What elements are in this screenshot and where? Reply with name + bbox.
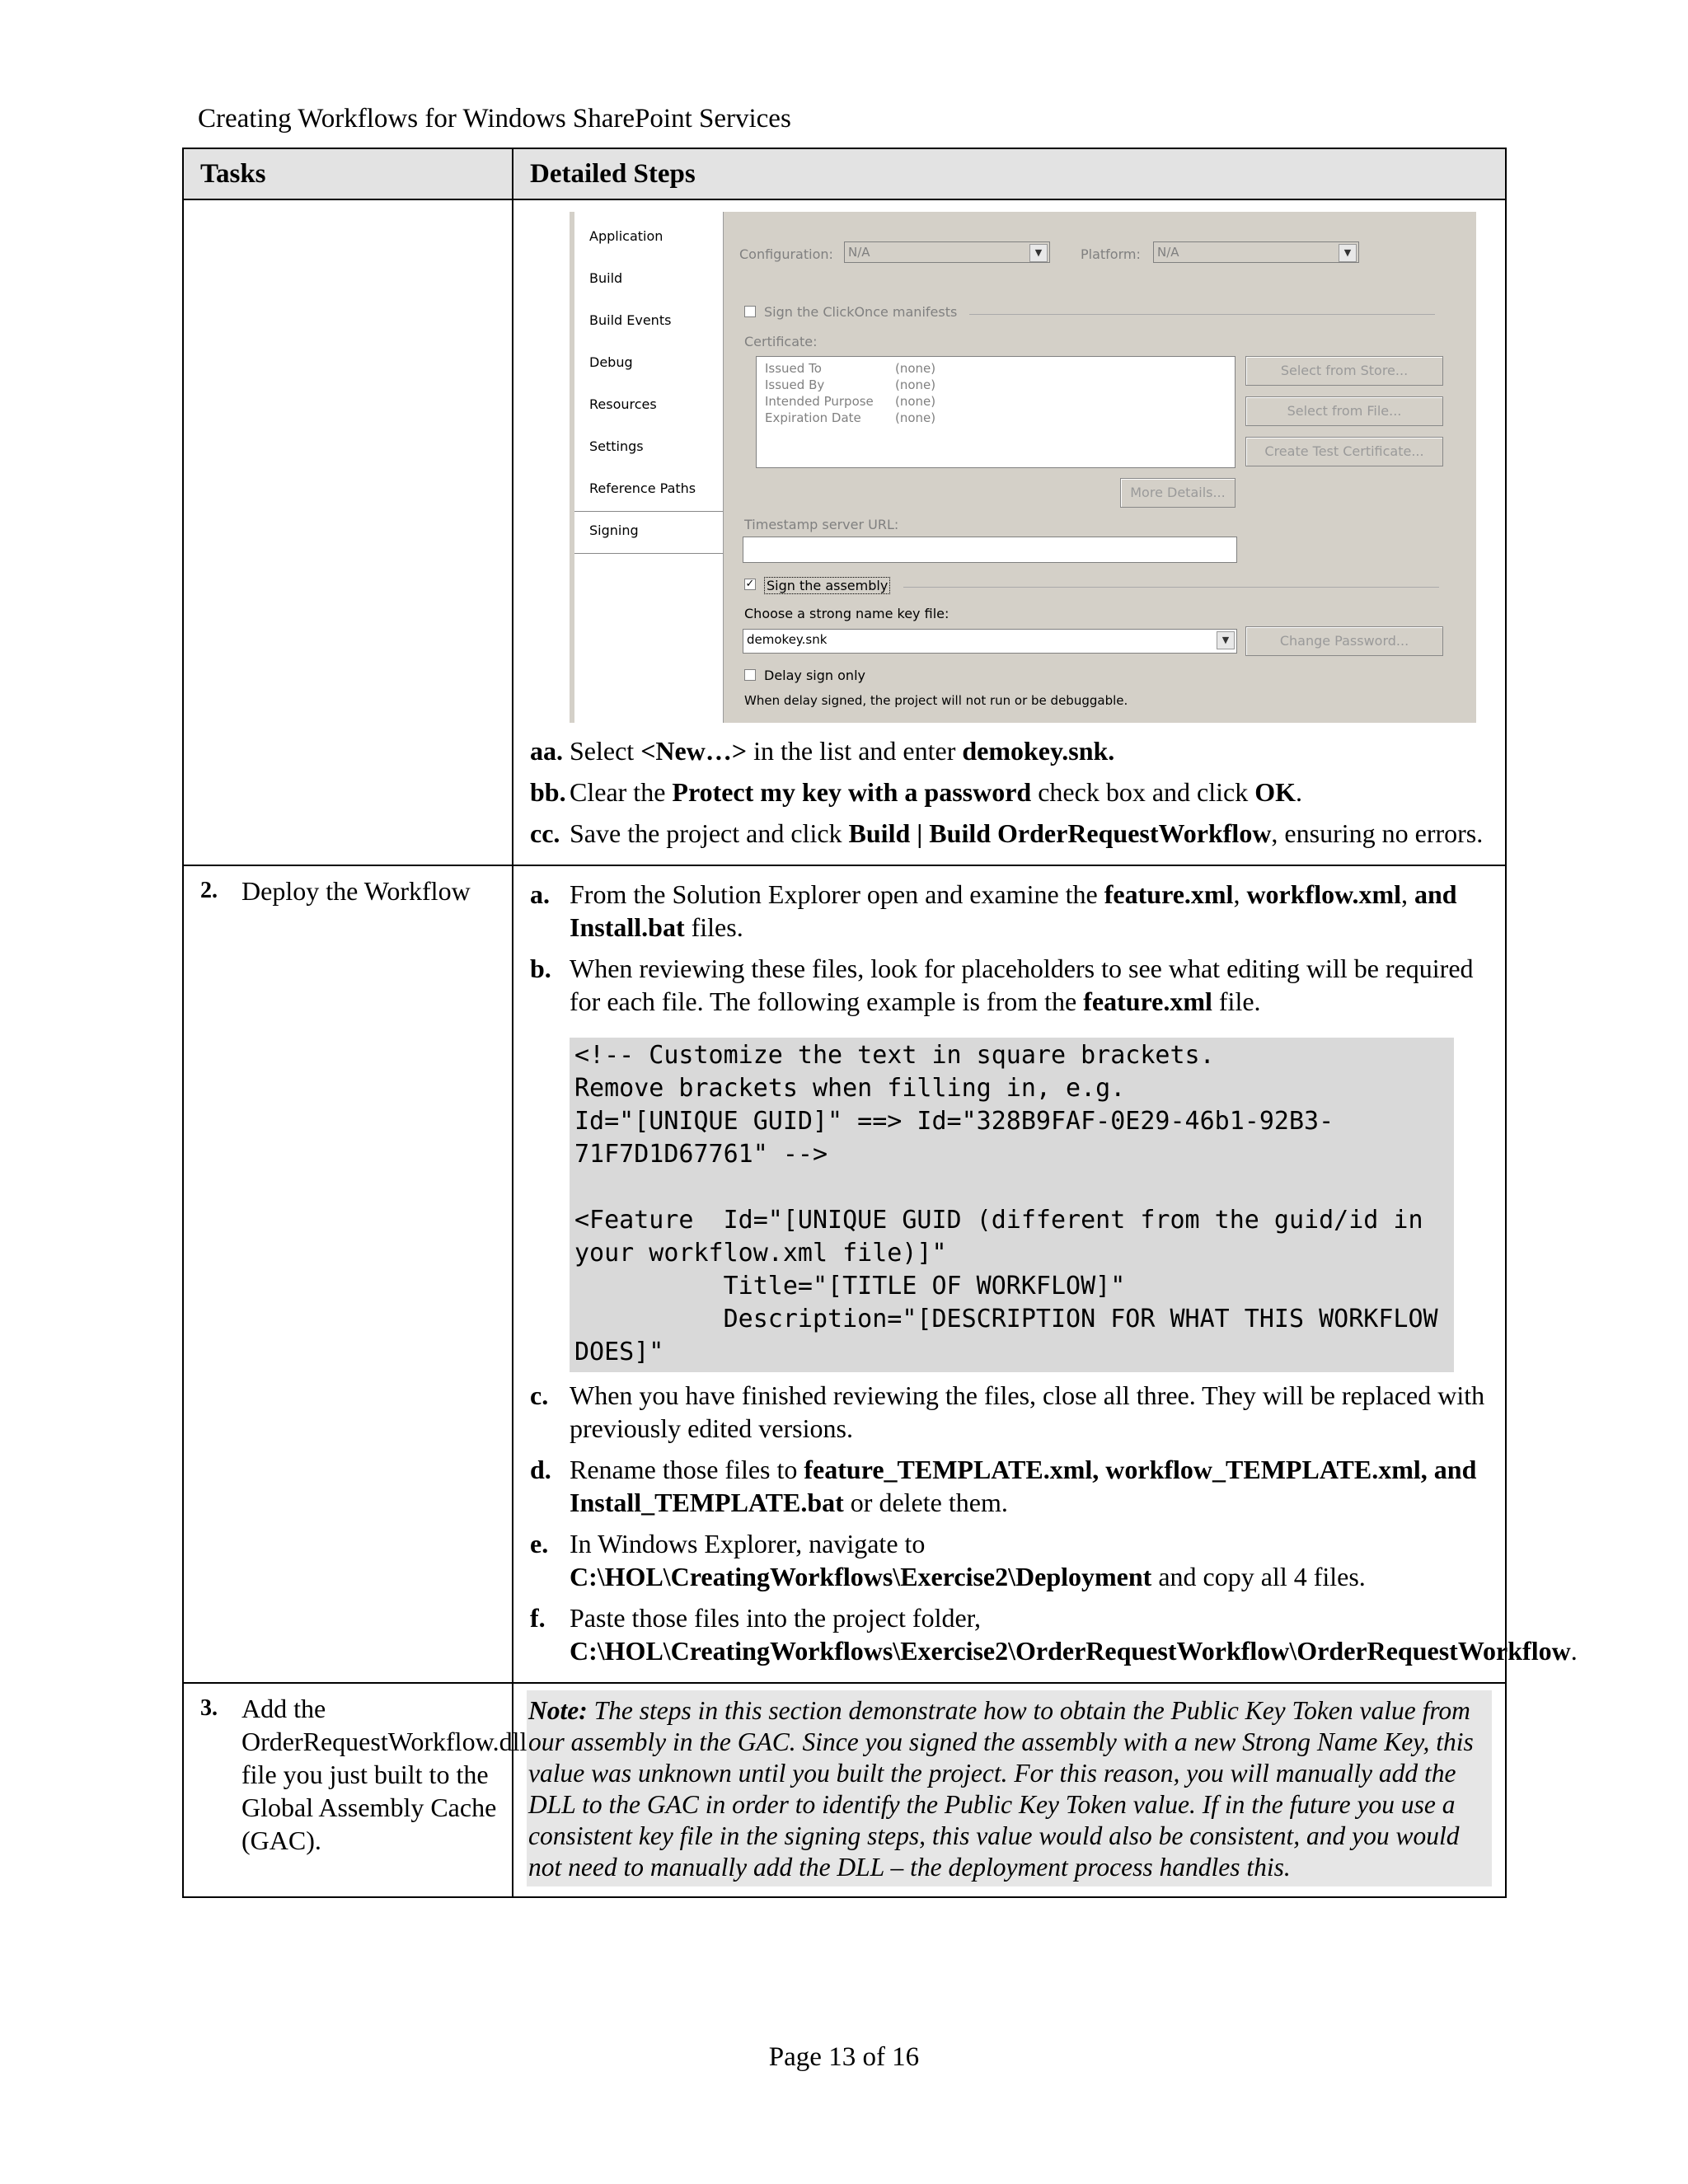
step-text-run: file. — [1212, 987, 1261, 1016]
step-item — [530, 1527, 1492, 1593]
sidebar-item-settings: Settings — [589, 438, 644, 454]
step-label: cc. — [530, 818, 560, 848]
step-label: d. — [530, 1455, 551, 1484]
delay-sign-checkbox — [744, 669, 756, 681]
step-text-run: Save the project and click — [570, 818, 849, 848]
task-number: 3. — [200, 1695, 218, 1721]
choose-key-label: Choose a strong name key file: — [744, 606, 950, 621]
configuration-dropdown — [844, 241, 1050, 263]
task-cell — [183, 865, 513, 1683]
step-label: e. — [530, 1529, 549, 1558]
sidebar-item-reference-paths: Reference Paths — [589, 480, 696, 496]
table-row — [183, 1683, 1506, 1897]
step-text-run: in the list and enter — [747, 736, 963, 766]
step-text-bold: feature_TEMPLATE.xml, workflow_TEMPLATE.xml, and Install_TEMPLATE.bat — [570, 1455, 1477, 1517]
step-item — [530, 1453, 1492, 1519]
step-list — [530, 734, 1492, 850]
sidebar-item-debug: Debug — [589, 354, 633, 370]
note-text: The steps in this section demonstrate how to obtain the Public Key Token value from our assembly in the GAC. Since you signed the assembly with a new Strong Name Key, this value was unknown until you built the project. For this reason, you will manually add the DLL to the GAC in order to identify the Public Key Token value. If in the future you use a consistent key file in the signing steps, this value would also be consistent, and you would not need to manually add the DLL – the deployment process handles this. — [528, 1696, 1474, 1882]
step-text-run: check box and click — [1031, 777, 1255, 807]
delay-sign-label: Delay sign only — [764, 668, 865, 683]
step-text-bold: and Install.bat — [570, 879, 1457, 942]
cert-value: (none) — [895, 377, 936, 392]
task-number: 2. — [200, 878, 218, 903]
certificate-label: Certificate: — [744, 334, 818, 349]
signing-screenshot — [570, 212, 1476, 723]
step-text-run: or delete them. — [843, 1488, 1008, 1517]
sidebar-item-application: Application — [589, 228, 663, 244]
key-file-value: demokey.snk — [747, 632, 828, 647]
task-title: Deploy the Workflow — [241, 876, 471, 906]
step-label: aa. — [530, 736, 563, 766]
step-text — [570, 1601, 1578, 1667]
step-text-bold: C:\HOL\CreatingWorkflows\Exercise2\OrderRequestWorkflow\OrderRequestWorkflow — [570, 1636, 1571, 1666]
step-text-run: and copy all 4 files. — [1151, 1562, 1366, 1591]
step-text-bold: Build | Build OrderRequestWorkflow — [848, 818, 1272, 848]
select-from-store-button: Select from Store... — [1245, 356, 1443, 386]
step-text-bold: <New…> — [640, 736, 748, 766]
page-header: Creating Workflows for Windows SharePoint Services — [198, 104, 791, 134]
sidebar-item-build-events: Build Events — [589, 312, 672, 328]
table-row — [183, 865, 1506, 1683]
delay-sign-note: When delay signed, the project will not run or be debuggable. — [744, 693, 1128, 708]
project-properties-sidebar — [574, 212, 724, 723]
step-label: a. — [530, 879, 550, 909]
sidebar-item-signing: Signing — [589, 523, 639, 538]
chevron-down-icon: ▼ — [1339, 244, 1357, 262]
key-file-dropdown — [743, 629, 1237, 654]
sidebar-item-resources: Resources — [589, 396, 657, 412]
step-text — [570, 878, 1492, 944]
step-text-bold: OK — [1254, 777, 1296, 807]
step-item — [530, 952, 1492, 1018]
steps-cell — [513, 199, 1506, 865]
step-text-run: , — [1400, 879, 1414, 909]
cert-value: (none) — [895, 394, 936, 409]
step-label: c. — [530, 1380, 549, 1410]
step-text — [570, 817, 1492, 850]
cert-field: Intended Purpose — [765, 394, 874, 409]
timestamp-label: Timestamp server URL: — [744, 517, 899, 532]
step-label: b. — [530, 954, 551, 983]
cert-field: Issued By — [765, 377, 825, 392]
more-details-button: More Details... — [1120, 478, 1236, 508]
steps-column-header: Detailed Steps — [513, 148, 1506, 199]
step-item — [530, 878, 1492, 944]
step-item — [530, 1601, 1578, 1667]
step-text-run: When you have finished reviewing the files, close all three. They will be replaced with previously edited versions. — [570, 1380, 1485, 1443]
step-text-run: . — [1295, 777, 1302, 807]
step-list — [530, 1379, 1578, 1667]
task-title: Add the OrderRequestWorkflow.dll file you just built to the Global Assembly Cache (GAC). — [241, 1694, 528, 1855]
cert-field: Issued To — [765, 361, 822, 376]
step-item — [530, 734, 1492, 767]
timestamp-input — [743, 537, 1237, 563]
step-list — [530, 878, 1492, 1018]
platform-label: Platform: — [1081, 246, 1141, 262]
sidebar-item-build: Build — [589, 270, 623, 286]
change-password-button: Change Password... — [1245, 626, 1443, 656]
steps-cell — [513, 1683, 1506, 1897]
step-text-bold: C:\HOL\CreatingWorkflows\Exercise2\Deployment — [570, 1562, 1152, 1591]
step-text-run: , ensuring no errors. — [1271, 818, 1484, 848]
step-text — [570, 1453, 1492, 1519]
table-row — [183, 199, 1506, 865]
step-text-run: From the Solution Explorer open and examine the — [570, 879, 1104, 909]
create-test-certificate-button: Create Test Certificate... — [1245, 437, 1443, 466]
divider — [903, 587, 1439, 588]
chevron-down-icon: ▼ — [1217, 631, 1235, 649]
platform-dropdown — [1153, 241, 1359, 263]
step-text-run: files. — [684, 912, 743, 942]
cert-field: Expiration Date — [765, 410, 861, 425]
note-label: Note: — [528, 1696, 588, 1725]
step-item — [530, 817, 1492, 850]
certificate-box — [756, 356, 1236, 468]
sign-assembly-checkbox: ✓ — [745, 578, 755, 590]
divider — [969, 314, 1435, 315]
steps-cell — [513, 865, 1578, 1683]
note-box — [527, 1690, 1492, 1886]
step-text — [570, 776, 1492, 808]
cert-value: (none) — [895, 410, 936, 425]
step-text — [570, 734, 1492, 767]
configuration-label: Configuration: — [739, 246, 833, 262]
platform-value: N/A — [1157, 245, 1179, 260]
step-text-bold: demokey.snk. — [962, 736, 1115, 766]
configuration-value: N/A — [848, 245, 870, 260]
select-from-file-button: Select from File... — [1245, 396, 1443, 426]
page-number: Page 13 of 16 — [768, 2042, 920, 2072]
clickonce-checkbox — [744, 306, 756, 317]
step-text-run: Paste those files into the project folder, — [570, 1603, 982, 1633]
tasks-column-header: Tasks — [183, 148, 513, 199]
step-text — [570, 1527, 1492, 1593]
task-cell-empty — [183, 199, 513, 865]
step-text — [570, 1379, 1492, 1445]
step-label: bb. — [530, 777, 566, 807]
step-text-run: Clear the — [570, 777, 673, 807]
step-text-bold: feature.xml — [1083, 987, 1212, 1016]
step-text-bold: feature.xml — [1104, 879, 1234, 909]
task-cell — [183, 1683, 528, 1897]
step-text — [570, 952, 1492, 1018]
sign-clickonce-label: Sign the ClickOnce manifests — [764, 304, 958, 320]
step-text-run: , — [1233, 879, 1247, 909]
code-sample: <!-- Customize the text in square brackets. Remove brackets when filling in, e.g. Id="[UNIQUE GUID]" ==> Id="328B9FAF-0E29-46b1-92B3- 71F7D1D67761" --> <Feature Id="[UNIQUE GUID (different from the guid/id in your workflow.xml file)]" Title="[TITLE OF WORKFLOW]" Description="[DESCRIPTION FOR WHAT THIS WORKFLOW DOES]" — [570, 1038, 1454, 1372]
step-text-bold: workflow.xml — [1246, 879, 1401, 909]
step-label: f. — [530, 1603, 546, 1633]
sign-assembly-label: Sign the assembly — [764, 577, 890, 594]
step-text-run: When reviewing these files, look for placeholders to see what editing will be required for each file. The following example is from the — [570, 954, 1474, 1016]
step-text-run: Rename those files to — [570, 1455, 804, 1484]
step-text-run: . — [1570, 1636, 1578, 1666]
steps-table — [182, 148, 1578, 1898]
step-item — [530, 776, 1492, 808]
step-text-run: In Windows Explorer, navigate to — [570, 1529, 926, 1558]
cert-value: (none) — [895, 361, 936, 376]
step-text-bold: Protect my key with a password — [672, 777, 1032, 807]
chevron-down-icon: ▼ — [1029, 244, 1048, 262]
step-text-run: Select — [570, 736, 641, 766]
step-item — [530, 1379, 1492, 1445]
